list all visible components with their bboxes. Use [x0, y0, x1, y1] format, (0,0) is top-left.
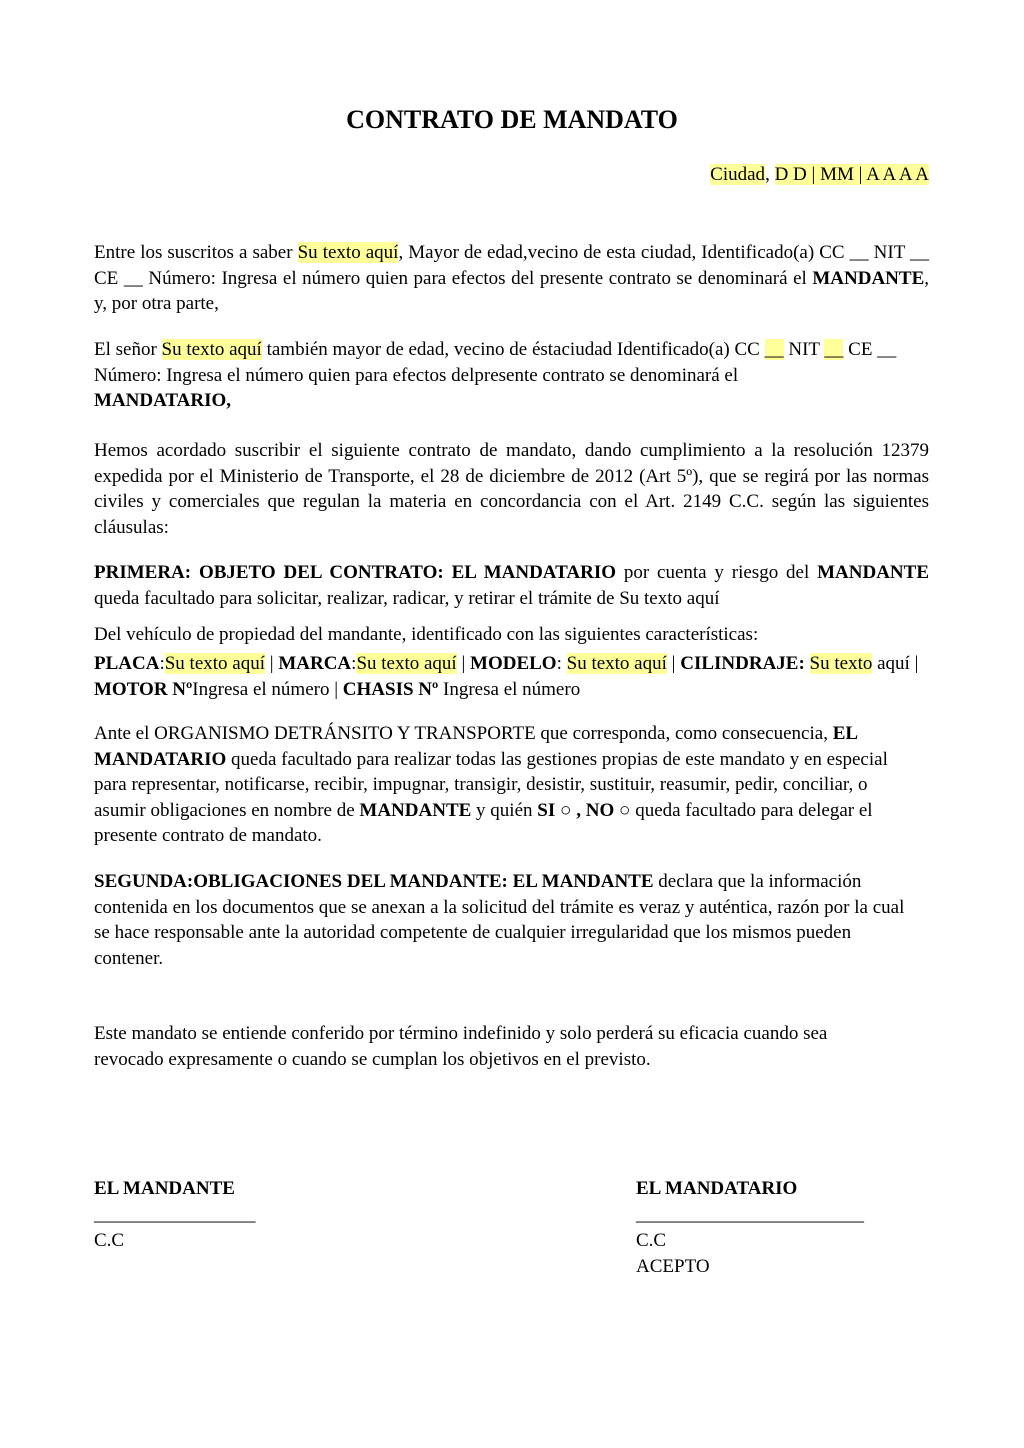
signature-cc-label: C.C — [636, 1230, 667, 1251]
signature-line[interactable]: ________________________ — [636, 1204, 864, 1225]
paragraph-parties-mandante — [94, 240, 929, 317]
paragraph-parties-mandatario — [94, 337, 929, 414]
date-line — [710, 162, 929, 188]
text-run: Ante el ORGANISMO DETRÁNSITO Y TRANSPORTE que corresponda, como consecuencia, — [94, 723, 833, 744]
text-run: queda facultado para solicitar, realizar, radicar, y retirar el trámite de Su texto aquí — [94, 587, 720, 609]
clause-segunda — [94, 869, 914, 971]
signature-block-mandante — [94, 1176, 256, 1254]
bold-run: PLACA — [94, 653, 160, 674]
bold-run: MOTOR Nº — [94, 678, 193, 700]
text-run: por cuenta y riesgo del — [616, 562, 818, 583]
no-radio-and-text[interactable]: ○ queda facultado para delegar el presente contrato de mandato. — [94, 799, 873, 846]
paragraph-powers — [94, 721, 914, 849]
signature-line[interactable]: _________________ — [94, 1204, 256, 1225]
day-placeholder: D D — [774, 164, 807, 185]
year-placeholder: A A A A — [866, 164, 929, 185]
text-run: : — [159, 653, 165, 674]
document-title: CONTRATO DE MANDATO — [346, 105, 678, 134]
text-run: NIT — [783, 339, 825, 360]
text-run — [805, 653, 810, 674]
signature-heading: EL MANDATARIO — [636, 1178, 798, 1199]
marca-placeholder[interactable]: Su texto aquí — [356, 653, 457, 674]
bold-run: CHASIS Nº — [342, 678, 439, 700]
bold-run: MANDANTE — [812, 267, 925, 289]
signature-heading: EL MANDANTE — [94, 1178, 235, 1199]
text-run: : — [351, 653, 357, 674]
bold-run: CILINDRAJE: — [680, 653, 805, 674]
date-separator: , — [765, 164, 770, 185]
bold-run: SEGUNDA:OBLIGACIONES DEL MANDANTE: EL MANDANTE — [94, 871, 654, 892]
signature-cc-label: C.C — [94, 1230, 125, 1251]
text-run: , y, por otra parte, — [94, 267, 929, 314]
bold-run: MODELO — [470, 653, 557, 674]
accept-label: ACEPTO — [636, 1256, 710, 1277]
text-run: El señor — [94, 339, 162, 360]
date-bar: | — [853, 164, 867, 185]
text-run: : — [556, 653, 567, 674]
text-run: también mayor de edad, vecino de éstaciudad Identificado(a) CC — [261, 339, 765, 360]
placa-placeholder[interactable]: Su texto aquí — [164, 653, 266, 674]
clause-primera — [94, 560, 929, 611]
text-run: | — [265, 653, 279, 674]
si-radio[interactable]: ○ — [555, 799, 577, 821]
mandatario-name-placeholder[interactable]: Su texto aquí — [161, 339, 262, 360]
mandante-name-placeholder[interactable]: Su texto aquí — [297, 242, 399, 263]
cc-placeholder[interactable]: __ — [764, 339, 784, 360]
bold-run: PRIMERA: OBJETO DEL CONTRATO: EL MANDATARIO — [94, 562, 616, 583]
bold-run: MANDANTE — [817, 562, 929, 583]
text-run: CE __ Número: Ingresa el número quien para efectos delpresente contrato se denominará el — [94, 339, 897, 386]
cilindraje-placeholder[interactable]: Su texto — [809, 653, 873, 674]
text-run: y quién — [471, 799, 538, 821]
text-run: declara que la información contenida en los documentos que se anexan a la solicitud del trámite es veraz y auténtica, razón por la cual se hace responsable ante la autoridad competente de cualquier irregularidad que los mismos pueden contener. — [94, 871, 905, 969]
modelo-placeholder[interactable]: Su texto aquí — [566, 653, 667, 674]
chasis-placeholder[interactable]: Ingresa el número — [438, 678, 581, 700]
signature-block-mandatario — [636, 1176, 864, 1280]
text-run: aquí | — [872, 653, 919, 674]
motor-placeholder[interactable]: Ingresa el número | — [192, 678, 343, 700]
city-placeholder[interactable]: Ciudad — [710, 164, 766, 185]
text-run: , Mayor de edad,vecino de esta ciudad, Identificado(a) CC __ NIT __ CE __ Número: Ingresa el número quien para efectos del presente contrato se denominará el — [94, 242, 930, 289]
vehicle-details — [94, 651, 929, 702]
bold-run: MANDATARIO, — [94, 390, 232, 411]
month-placeholder: MM — [820, 164, 854, 185]
bold-run: MARCA — [278, 653, 352, 674]
paragraph-term: Este mandato se entiende conferido por término indefinido y solo perderá su eficacia cuando sea revocado expresamente o cuando se cumplan los objetivos en el previsto. — [94, 1023, 828, 1070]
text-run: Entre los suscritos a saber — [94, 242, 298, 263]
text-run: | — [456, 653, 471, 674]
text-run: queda facultado para realizar todas las gestiones propias de este mandato y en especial para representar, notificarse, recibir, impugnar, transigir, desistir, sustituir, reasumir, pedir, conciliar, o asumir obligaciones en nombre de — [94, 748, 888, 821]
nit-placeholder[interactable]: __ — [824, 339, 844, 360]
bold-run: EL MANDATARIO — [94, 723, 858, 770]
paragraph-vehicle-intro: Del vehículo de propiedad del mandante, identificado con las siguientes características: — [94, 624, 759, 645]
date-placeholder[interactable] — [775, 164, 929, 185]
si-label: SI — [537, 799, 556, 821]
text-run: | — [666, 653, 681, 674]
date-bar: | — [806, 164, 821, 185]
bold-run: MANDANTE — [359, 799, 472, 821]
paragraph-agreement: Hemos acordado suscribir el siguiente contrato de mandato, dando cumplimiento a la resolución 12379 expedida por el Ministerio de Transporte, el 28 de diciembre de 2012 (Art 5º), que se regirá por las normas civiles y comerciales que regulan la materia en concordancia con el Art. 2149 C.C. según las siguientes cláusulas: — [94, 440, 929, 538]
no-label: , NO — [576, 799, 615, 821]
